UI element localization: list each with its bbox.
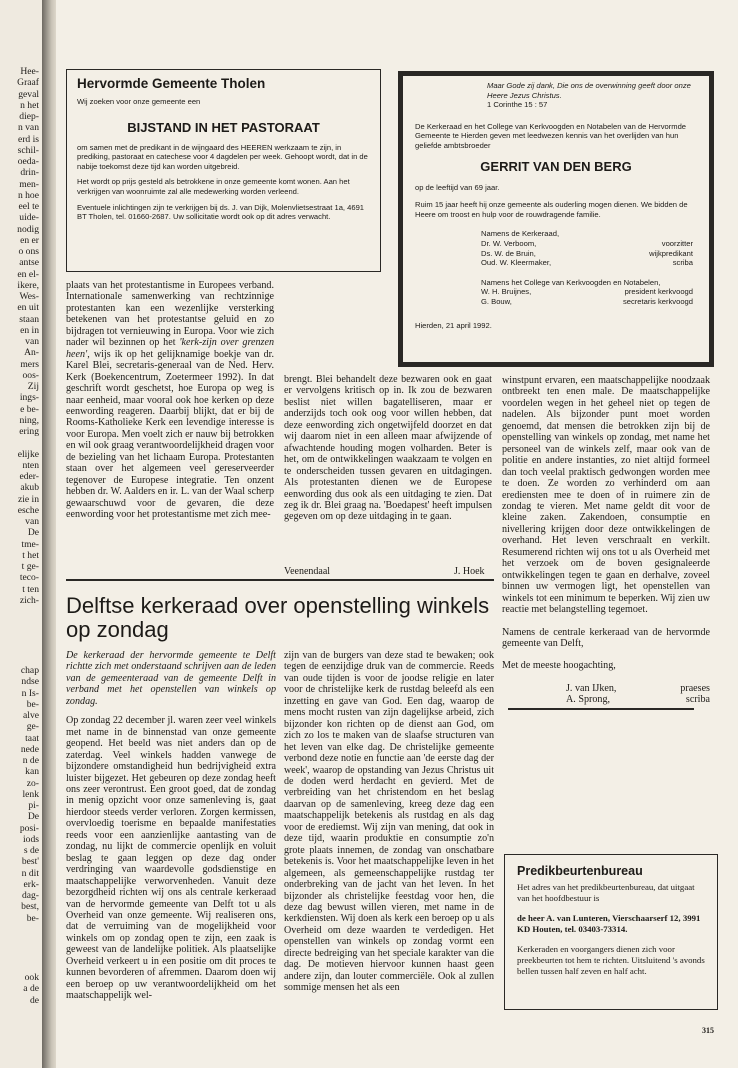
article1-signature-place: Veenendaal <box>284 566 331 577</box>
previous-page-line: oeda- <box>17 156 39 167</box>
previous-page-line: men- <box>19 178 39 190</box>
previous-page-line: erd is <box>17 133 39 145</box>
predikbeurtenbureau-address: de heer A. van Lunteren, Vierschaarserf 12, 3991 KD Houten, tel. 03403-73314. <box>517 913 701 934</box>
article2-signer: J. van IJken, praeses <box>566 682 710 694</box>
article2-column2 <box>284 650 494 994</box>
obituary-announcement: De Kerkeraad en het College van Kerkvoogden en Notabelen van de Hervormde Gemeente te Hierden geven met leedwezen kennis van het overlijden van hun geliefde ambtsbroeder <box>415 121 687 150</box>
previous-page-line: t het <box>22 549 39 561</box>
previous-page-line: en er <box>20 234 39 246</box>
previous-page-line: n dit <box>21 867 39 879</box>
college-title: Namens het College van Kerkvoogden en Notabelen, <box>481 277 661 287</box>
obituary-text: Ruim 15 jaar heeft hij onze gemeente als ouderling mogen dienen. We bidden de Heere om troost en hulp voor de rouwdragende familie. <box>415 200 688 219</box>
previous-page-line: en in <box>20 324 39 336</box>
article2-column1 <box>66 650 276 1002</box>
article1-end-rule <box>66 579 494 581</box>
article1-col1-italic: 'kerk-zijn over grenzen heen' <box>66 337 274 360</box>
previous-page-line: iods <box>23 833 39 845</box>
previous-page-line: chap <box>20 665 39 676</box>
article2-closing: Namens de centrale kerkeraad van de hervormde gemeente van Delft, <box>502 626 710 649</box>
article1-column2 <box>284 374 492 523</box>
previous-page-line: best' <box>21 856 39 868</box>
article1-col1-rest: , wijs ik op het gelijknamige boekje van dr. Karel Blei, secretaris-generaal van de Ned. Herv. Kerk (Boekencentrum, Zoetermeer 1992). In dat geschrift wordt geschetst, hoe Europa op weg is naar eenheid, maar vooral ook hoe kerken op deze eenwording reageren. Daarbij blijkt, dat er bij de Rooms-Katholieke Kerk een levendige interesse is voor Europa. Men voelt zich er nauw bij betrokken en wil ook graag verantwoordelijkheid dragen voor de bezieling van het lichaam Europa. Protestanten staan over het algemeen veel gereserveerder tegenover de Europese integratie. Ten onzent hebben dr. W. Aalders en ir. L. van der Waal scherp gewaarschuwd voor de gevaren, die deze eenwording voor het protestantisme met zich mee- <box>66 348 274 521</box>
predikbeurtenbureau-title: Predikbeurtenbureau <box>517 864 643 878</box>
article2-col2-text: zijn van de burgers van deze stad te bewaken; ook tegen de eenzijdige druk van de commercie. Reeds van oude tijden is voor de joodse religie en later voor de christelijke kerk de rustdag beleefd als een inzetting en gave van God. Een dag, waarop de mens mocht rusten van zijn dagelijkse arbeid, zich bijzonder kon richten op de dienst aan God, om zich zo los te maken van de slaafse structuren van het leven van elke dag. De christelijke gemeente verbond deze notie en functie aan 'de eerste dag der week', waarop de opstanding van Jezus Christus uit de doden werd herdacht en gevierd. Met de verbreiding van het christendom en het beslag daarvan op de samenleving, kreeg deze dag een maatschappelijk betekenis als rustdag en als dag voor de erediemst. Wij zijn van mening, dat ook in deze tijd, waarin produktie en consumptie zo'n grote plaats innemen, de zondag van onschatbare betekenis is. Voor het maatschappelijke leven in het algemeen, als gemeenschappelijke rustdag ter onderbreking van de jacht van het leven. In het bijzonder als christelijke feestdag voor hen, die deze dag bewust willen vieren, met name in de kerkdiensten. Wij doen als kerk een beroep op u als Overheid om deze waarden te verdedigen. Het openstellen van winkels op zondag vormt een directe bedreiging van het speciale karakter van die dag. De motieven hiervoor kunnen haast geen andere zijn, dan louter commerciële. Ook al zullen sommige mensen het als een <box>284 650 494 994</box>
article1-signature-name: J. Hoek <box>454 566 485 577</box>
previous-page-line: o ons <box>18 246 39 257</box>
article2-headline: Delftse kerkeraad over openstelling winkels op zondag <box>66 593 490 642</box>
ad-tholen-p3: Eventuele inlichtingen zijn te verkrijgen bij ds. J. van Dijk, Molenvlietsestraat 1a, 4691 BT Tholen, tel. 01660-2687. Uw sollicitatie wordt ook op dit adres verwacht. <box>77 202 365 222</box>
previous-page-line: alve <box>23 710 39 721</box>
page-number: 315 <box>702 1026 714 1035</box>
article1-col2-text: brengt. Blei behandelt deze bezwaren ook en gaat er vervolgens kritisch op in. Ik zou de bezwaren beslist niet willen bagatelliseren, maar er anderzijds toch ook oog voor willen hebben, dat deze eenwording zich ongetwijfeld doorzet en dat wij daarom niet in een alleen maar afwijzende of afwachtende houding mogen volharden. Beter is het, om de ontwikkelingen waakzaam te volgen en te onderscheiden tussen gevaren en uitdagingen. Als protestanten dienen we de Europese eenwording dus ook als een uitdaging te zien. Dat zeg ik dr. Blei graag na. 'Boedapest' heeft impulsen gegeven om op deze uitdaging in te gaan. <box>284 374 492 523</box>
ad-tholen-intro: Wij zoeken voor onze gemeente een <box>77 97 201 106</box>
article2-signer: A. Sprong, scriba <box>566 694 710 706</box>
kerkeraad-title: Namens de Kerkeraad, <box>481 229 560 239</box>
previous-page-line: geval <box>18 88 39 100</box>
previous-page-line: erk- <box>23 878 39 890</box>
previous-page-line: be- <box>26 698 39 710</box>
previous-page-line: kan <box>25 766 39 778</box>
article1-column1 <box>66 280 274 521</box>
previous-page-line: n de <box>22 755 39 766</box>
previous-page-line: zich- <box>19 594 39 606</box>
previous-page-line: n Is- <box>21 687 39 699</box>
previous-page-line: staan <box>19 313 39 325</box>
previous-page-line: taat <box>25 732 39 744</box>
previous-page-line: drin- <box>20 167 39 179</box>
previous-page-line: a de <box>23 983 39 995</box>
kerkeraad-member: Dr. W. Verboom, voorzitter <box>481 238 693 248</box>
article2-greeting: Met de meeste hoogachting, <box>502 660 616 672</box>
previous-page-line: be- <box>26 912 39 924</box>
previous-page-line: uide- <box>19 212 39 224</box>
kerkeraad-member: Oud. W. Kleermaker, scriba <box>481 258 693 268</box>
college-member: G. Bouw, secretaris kerkvoogd <box>481 296 693 306</box>
previous-page-line: An- <box>24 347 39 359</box>
previous-page-line: van <box>25 336 39 347</box>
article1-col1-text: plaats van het protestantisme in Europees verband. Internationale samenwerking van rechtzinnige protestanten kan een wezenlijke versterking betekenen van het protestantse geluid en zo bijdragen tot vernieuwing in Europa. Voor wie zich nader wil bezinnen op het <box>66 280 274 349</box>
obituary-age: op de leeftijd van 69 jaar. <box>415 182 500 192</box>
previous-page-line: De <box>27 811 39 823</box>
obituary-place-date: Hierden, 21 april 1992. <box>415 320 492 330</box>
previous-page-line: s de <box>23 845 39 856</box>
previous-page-line: en uit <box>17 302 39 314</box>
previous-page-line: teco- <box>19 572 39 584</box>
previous-page-line: pi- <box>28 800 39 811</box>
previous-page-line: e be- <box>20 403 39 415</box>
previous-page-line: de <box>29 994 39 1006</box>
previous-page-line: schil- <box>17 144 39 156</box>
previous-page-line: De <box>27 527 39 539</box>
college-member: W. H. Bruijnes, president kerkvoogd <box>481 287 693 297</box>
article2-col6-text: winstpunt ervaren, een maatschappelijke noodzaak ontbreekt ten enen male. De maatschappelijke voordelen wegen in het geheel niet op tegen de nadelen. Als bijzonder punt moet worden genoemd, dat mensen die betrokken zijn bij de openstelling van winkels op zondag, met name het personeel van de winkels zelf, maar ook van de politie en andere instanties, zo niet altijd formeel dan toch veelal praktisch gedwongen worden mee te doen. Ze worden zo verhinderd om aan erediensten mee te doen of in ruimere zin de zondag te vieren. Met name geldt dit voor de kleine zaken. Zakendoen, consumptie en nivellering krijgen door deze ontwikkelingen de overhand. Het leven verschraalt en verkilt. Resumerend richten wij ons tot u als Overheid met het verzoek om de boven gesignaleerde ontwikkelingen tegen te gaan en derhalve, zoveel binnen uw vermogen ligt, het openstellen van winkels tot een minimum te beperken. Wij zien uw reactie met belangstelling tegemoet. <box>502 375 710 616</box>
previous-page-text-mid <box>20 665 42 924</box>
previous-page-line: Zij <box>27 381 39 392</box>
article2-col1-text: Op zondag 22 december jl. waren zeer veel winkels met name in de binnenstad van onze gemeente geopend. Het beeld was niet anders dan op de zaterdag. Veel winkels hadden vanwege de bijzondere omstandigheid hun bedrijvigheid extra luister bijgezet. Het gebeuren op deze zondag heeft ons zeer verontrust. Een groot goed, dat de zondag in menig opzicht voor onze samenleving is, gaat hierdoor steeds verder verloren. Zorgen kermissen, overvloedig toerisme en bepaalde manifestaties reeds voor een aanzienlijke aantasting van de zondag, nu lijkt de commercie openlijk en voluit beslag te gaan leggen op deze dag onder verdringing van waardevolle godsdienstige en maatschappelijke verworvenheden. Vanuit deze bezorgdheid richten wij ons als centrale kerkeraad van de hervormde gemeente van Delft tot u als Overheid van onze gemeente. Wij realiseren ons, dat de verruiming van de mogelijkheid voor winkels om op zondag open te zijn, een zaak is geweest van de landelijke politiek. Als plaatselijke Overheid verkeert u in een positie om dit proces te kunnen bevorderen of afremmen. Daarom doen wij een beroep op uw verantwoordelijkheid om het maatschappelijk wel- <box>66 715 276 1002</box>
previous-page-line: elijke <box>17 448 39 460</box>
previous-page-line: eel te <box>18 201 39 212</box>
ad-tholen-heading: BIJSTAND IN HET PASTORAAT <box>127 119 320 135</box>
ad-tholen <box>66 69 381 272</box>
previous-page-line: diep- <box>19 111 39 122</box>
previous-page-line: n het <box>20 99 39 111</box>
previous-page-line: n hoe <box>17 189 39 201</box>
previous-page-text-bottom <box>23 972 42 1006</box>
previous-page-line: n van <box>17 122 39 134</box>
previous-page-line: ge- <box>26 721 39 733</box>
previous-page-line: akub <box>20 482 39 494</box>
magazine-page <box>56 0 738 1068</box>
previous-page-line: nodig <box>17 223 39 235</box>
previous-page-line: tme- <box>21 538 39 550</box>
previous-page-line: Graaf <box>17 77 39 89</box>
previous-page-line: lenk <box>22 788 39 800</box>
previous-page-line: posi- <box>19 822 39 834</box>
obituary-notice <box>398 71 714 367</box>
previous-page-line: t ge- <box>21 561 39 572</box>
ad-tholen-p2: Het wordt op prijs gesteld als betrokkene in onze gemeente komt wonen. Aan het verkrijgen van woonruimte zal alle medewerking worden verleend. <box>77 177 350 196</box>
ad-tholen-title: Hervormde Gemeente Tholen <box>77 76 266 91</box>
signature-rule <box>508 708 694 710</box>
previous-page-line: Wes- <box>19 291 39 302</box>
previous-page-line: ering <box>19 426 39 437</box>
article2-column3 <box>502 375 710 706</box>
previous-page-line: van <box>25 516 39 527</box>
previous-page-line: en el- <box>17 268 39 280</box>
previous-page-line: nten <box>22 459 39 471</box>
previous-page-line: zo- <box>26 777 39 789</box>
previous-page-line: t ten <box>22 583 39 595</box>
previous-page-line: ings- <box>19 392 39 404</box>
previous-page-text-top <box>17 66 42 606</box>
predikbeurtenbureau-instructions: Kerkeraden en voorgangers dienen zich voor preekbeurten tot hem te richten. Uitsluitend 's avonds bellen tussen half zeven en half acht. <box>517 944 705 976</box>
kerkeraad-member: Ds. W. de Bruin, wijkpredikant <box>481 248 693 258</box>
previous-page-line: mers <box>20 358 39 370</box>
previous-page-line: ning, <box>19 414 39 426</box>
previous-page-line: Hee- <box>20 66 39 77</box>
obituary-quote: Maar Gode zij dank, Die ons de overwinning geeft door onze Heere Jezus Christus. <box>487 81 691 100</box>
previous-page-line: ikere, <box>17 279 39 291</box>
ad-tholen-p1: om samen met de predikant in de wijngaard des HEEREN werkzaam te zijn, in prediking, pastoraat en catechese voor 4 dagdelen per week. Gehoopt wordt, dat in de nabije toekomst deze tijd kan worden uitgebreid. <box>77 142 368 171</box>
previous-page-line: zie in <box>17 493 39 505</box>
previous-page-line: nede <box>20 743 39 755</box>
article2-intro: De kerkeraad der hervormde gemeente te Delft richtte zich met onderstaand schrijven aan de leden van de gemeenteraad van de gemeente Delft in verband met het openstellen van winkels op zondag. <box>66 650 276 707</box>
previous-page-edge <box>0 0 42 1068</box>
previous-page-line <box>17 437 42 448</box>
previous-page-line: best, <box>21 901 39 913</box>
previous-page-line: ndse <box>21 676 39 688</box>
previous-page-line: eder- <box>19 471 39 482</box>
previous-page-line: ook <box>24 972 39 983</box>
predikbeurtenbureau-notice <box>504 854 718 1010</box>
obituary-name: GERRIT VAN DEN BERG <box>480 158 632 174</box>
previous-page-line: dag- <box>21 890 39 901</box>
previous-page-line: esche <box>17 504 39 516</box>
previous-page-line: antse <box>19 257 39 269</box>
predikbeurtenbureau-intro: Het adres van het predikbeurtenbureau, dat uitgaat van het hoofdbestuur is <box>517 882 695 903</box>
obituary-reference: 1 Corinthe 15 : 57 <box>487 100 548 110</box>
previous-page-line: oos- <box>22 369 39 381</box>
